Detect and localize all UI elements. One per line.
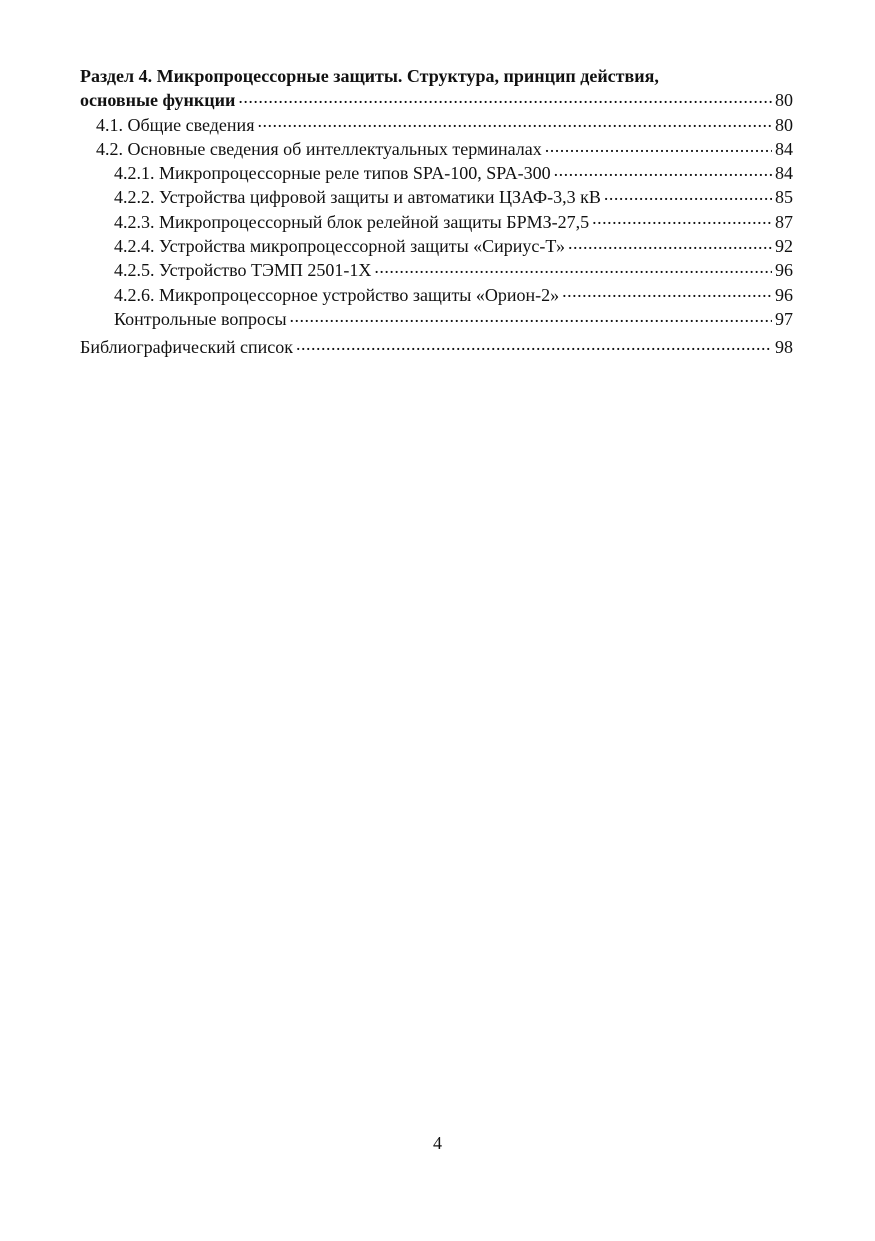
toc-section-4[interactable] <box>80 64 793 113</box>
toc-page-number: 80 <box>775 114 793 135</box>
toc-entry-4-2-5[interactable] <box>80 258 793 282</box>
toc-entry-4-2[interactable] <box>80 137 793 161</box>
toc-leader-dots <box>545 137 772 155</box>
toc-entry-label: 4.2.4. Устройства микропроцессорной защиты «Сириус-Т» <box>114 236 565 257</box>
table-of-contents <box>80 64 793 360</box>
toc-leader-dots <box>290 307 772 325</box>
toc-entry-review-questions[interactable] <box>80 307 793 331</box>
toc-entry-label: Библиографический список <box>80 337 293 358</box>
toc-entry-label: 4.2.3. Микропроцессорный блок релейной защиты БРМЗ-27,5 <box>114 211 590 232</box>
toc-leader-dots <box>592 210 772 228</box>
toc-entry-4-2-2[interactable] <box>80 185 793 209</box>
toc-page-number: 96 <box>775 284 793 305</box>
toc-leader-dots <box>238 88 772 106</box>
toc-entry-label: 4.1. Общие сведения <box>96 114 255 135</box>
toc-page-number: 92 <box>775 236 793 257</box>
toc-entry-label: 4.2.6. Микропроцессорное устройство защиты «Орион-2» <box>114 284 560 305</box>
toc-section-4-title-line1: Раздел 4. Микропроцессорные защиты. Структура, принцип действия, <box>80 66 659 86</box>
toc-entry-label: 4.2. Основные сведения об интеллектуальных терминалах <box>96 138 542 159</box>
toc-section-4-title-line2: основные функции <box>80 90 236 111</box>
toc-entry-label: Контрольные вопросы <box>114 308 287 329</box>
toc-entry-4-2-1[interactable] <box>80 161 793 185</box>
toc-page-number: 87 <box>775 211 793 232</box>
toc-entry-4-1[interactable] <box>80 113 793 137</box>
toc-entry-4-2-6[interactable] <box>80 283 793 307</box>
toc-page-number: 96 <box>775 260 793 281</box>
toc-leader-dots <box>257 113 772 131</box>
toc-entry-label: 4.2.1. Микропроцессорные реле типов SPA-100, SPA-300 <box>114 163 551 184</box>
toc-page-number: 80 <box>775 90 793 111</box>
toc-page-number: 84 <box>775 163 793 184</box>
toc-entry-bibliography[interactable] <box>80 335 793 359</box>
toc-page-number: 97 <box>775 308 793 329</box>
page-footer-number: 4 <box>433 1133 442 1153</box>
toc-leader-dots <box>554 161 772 179</box>
toc-entry-label: 4.2.2. Устройства цифровой защиты и автоматики ЦЗАФ-3,3 кВ <box>114 187 601 208</box>
toc-leader-dots <box>296 335 772 353</box>
toc-page-number: 98 <box>775 337 793 358</box>
toc-entry-4-2-3[interactable] <box>80 210 793 234</box>
toc-leader-dots <box>568 234 772 252</box>
toc-leader-dots <box>604 185 772 203</box>
toc-page-number: 84 <box>775 138 793 159</box>
toc-page-number: 85 <box>775 187 793 208</box>
toc-entry-4-2-4[interactable] <box>80 234 793 258</box>
toc-leader-dots <box>374 258 772 276</box>
toc-leader-dots <box>562 283 772 301</box>
toc-section-4-line2 <box>80 88 793 112</box>
toc-entry-label: 4.2.5. Устройство ТЭМП 2501-1Х <box>114 260 372 281</box>
